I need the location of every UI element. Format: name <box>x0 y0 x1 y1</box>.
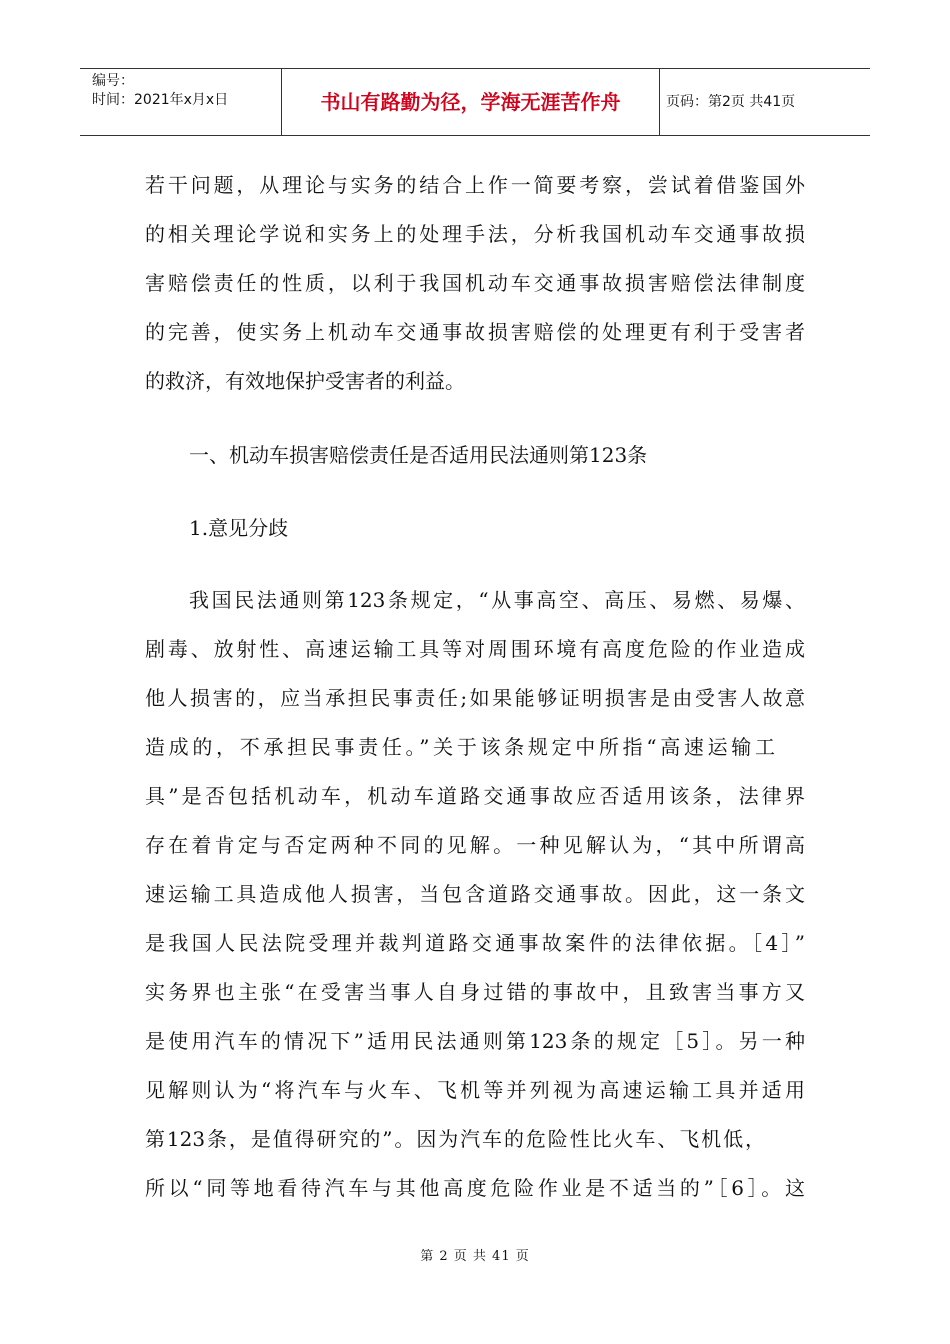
body-line: 见解则认为“将汽车与火车、飞机等并列视为高速运输工具并适用 <box>145 1078 805 1102</box>
page-header <box>80 68 870 136</box>
header-meta <box>80 69 282 135</box>
number-label: 编号： <box>92 73 134 89</box>
body-line: 我国民法通则第123条规定，“从事高空、高压、易燃、易爆、 <box>189 588 805 612</box>
body-line: 第123条，是值得研究的”。因为汽车的危险性比火车、飞机低， <box>145 1127 765 1151</box>
body-line: 造成的，不承担民事责任。”关于该条规定中所指“高速运输工 <box>145 735 775 759</box>
header-motto: 书山有路勤为径，学海无涯苦作舟 <box>282 69 660 135</box>
body-line: 的救济，有效地保护受害者的利益。 <box>145 369 465 393</box>
body-line: 害赔偿责任的性质，以利于我国机动车交通事故损害赔偿法律制度 <box>145 271 805 295</box>
body-line: 实务界也主张“在受害当事人自身过错的事故中，且致害当事方又 <box>145 980 805 1004</box>
body-line: 速运输工具造成他人损害，当包含道路交通事故。因此，这一条文 <box>145 882 805 906</box>
page-footer: 第 2 页 共 41 页 <box>420 1249 530 1264</box>
body-line: 若干问题，从理论与实务的结合上作一简要考察，尝试着借鉴国外 <box>145 173 805 197</box>
time-label: 时间：2021年x月x日 <box>92 92 229 108</box>
body-line: 剧毒、放射性、高速运输工具等对周围环境有高度危险的作业造成 <box>145 637 805 661</box>
body-line: 所以“同等地看待汽车与其他高度危险作业是不适当的”［6］。这 <box>145 1176 805 1200</box>
section-heading: 一、机动车损害赔偿责任是否适用民法通则第123条 <box>189 443 648 467</box>
header-page-info: 页码：第2页 共41页 <box>666 94 796 110</box>
body-line: 的完善，使实务上机动车交通事故损害赔偿的处理更有利于受害者 <box>145 320 805 344</box>
body-line: 的相关理论学说和实务上的处理手法，分析我国机动车交通事故损 <box>145 222 805 246</box>
body-line: 他人损害的，应当承担民事责任;如果能够证明损害是由受害人故意 <box>145 686 805 710</box>
body-line: 具”是否包括机动车，机动车道路交通事故应否适用该条，法律界 <box>145 784 805 808</box>
body-line: 存在着肯定与否定两种不同的见解。一种见解认为，“其中所谓高 <box>145 833 805 857</box>
subsection-heading: 1.意见分歧 <box>189 516 289 540</box>
body-line: 是我国人民法院受理并裁判道路交通事故案件的法律依据。［4］” <box>145 931 805 955</box>
body-line: 是使用汽车的情况下”适用民法通则第123条的规定［5］。另一种 <box>145 1029 805 1053</box>
